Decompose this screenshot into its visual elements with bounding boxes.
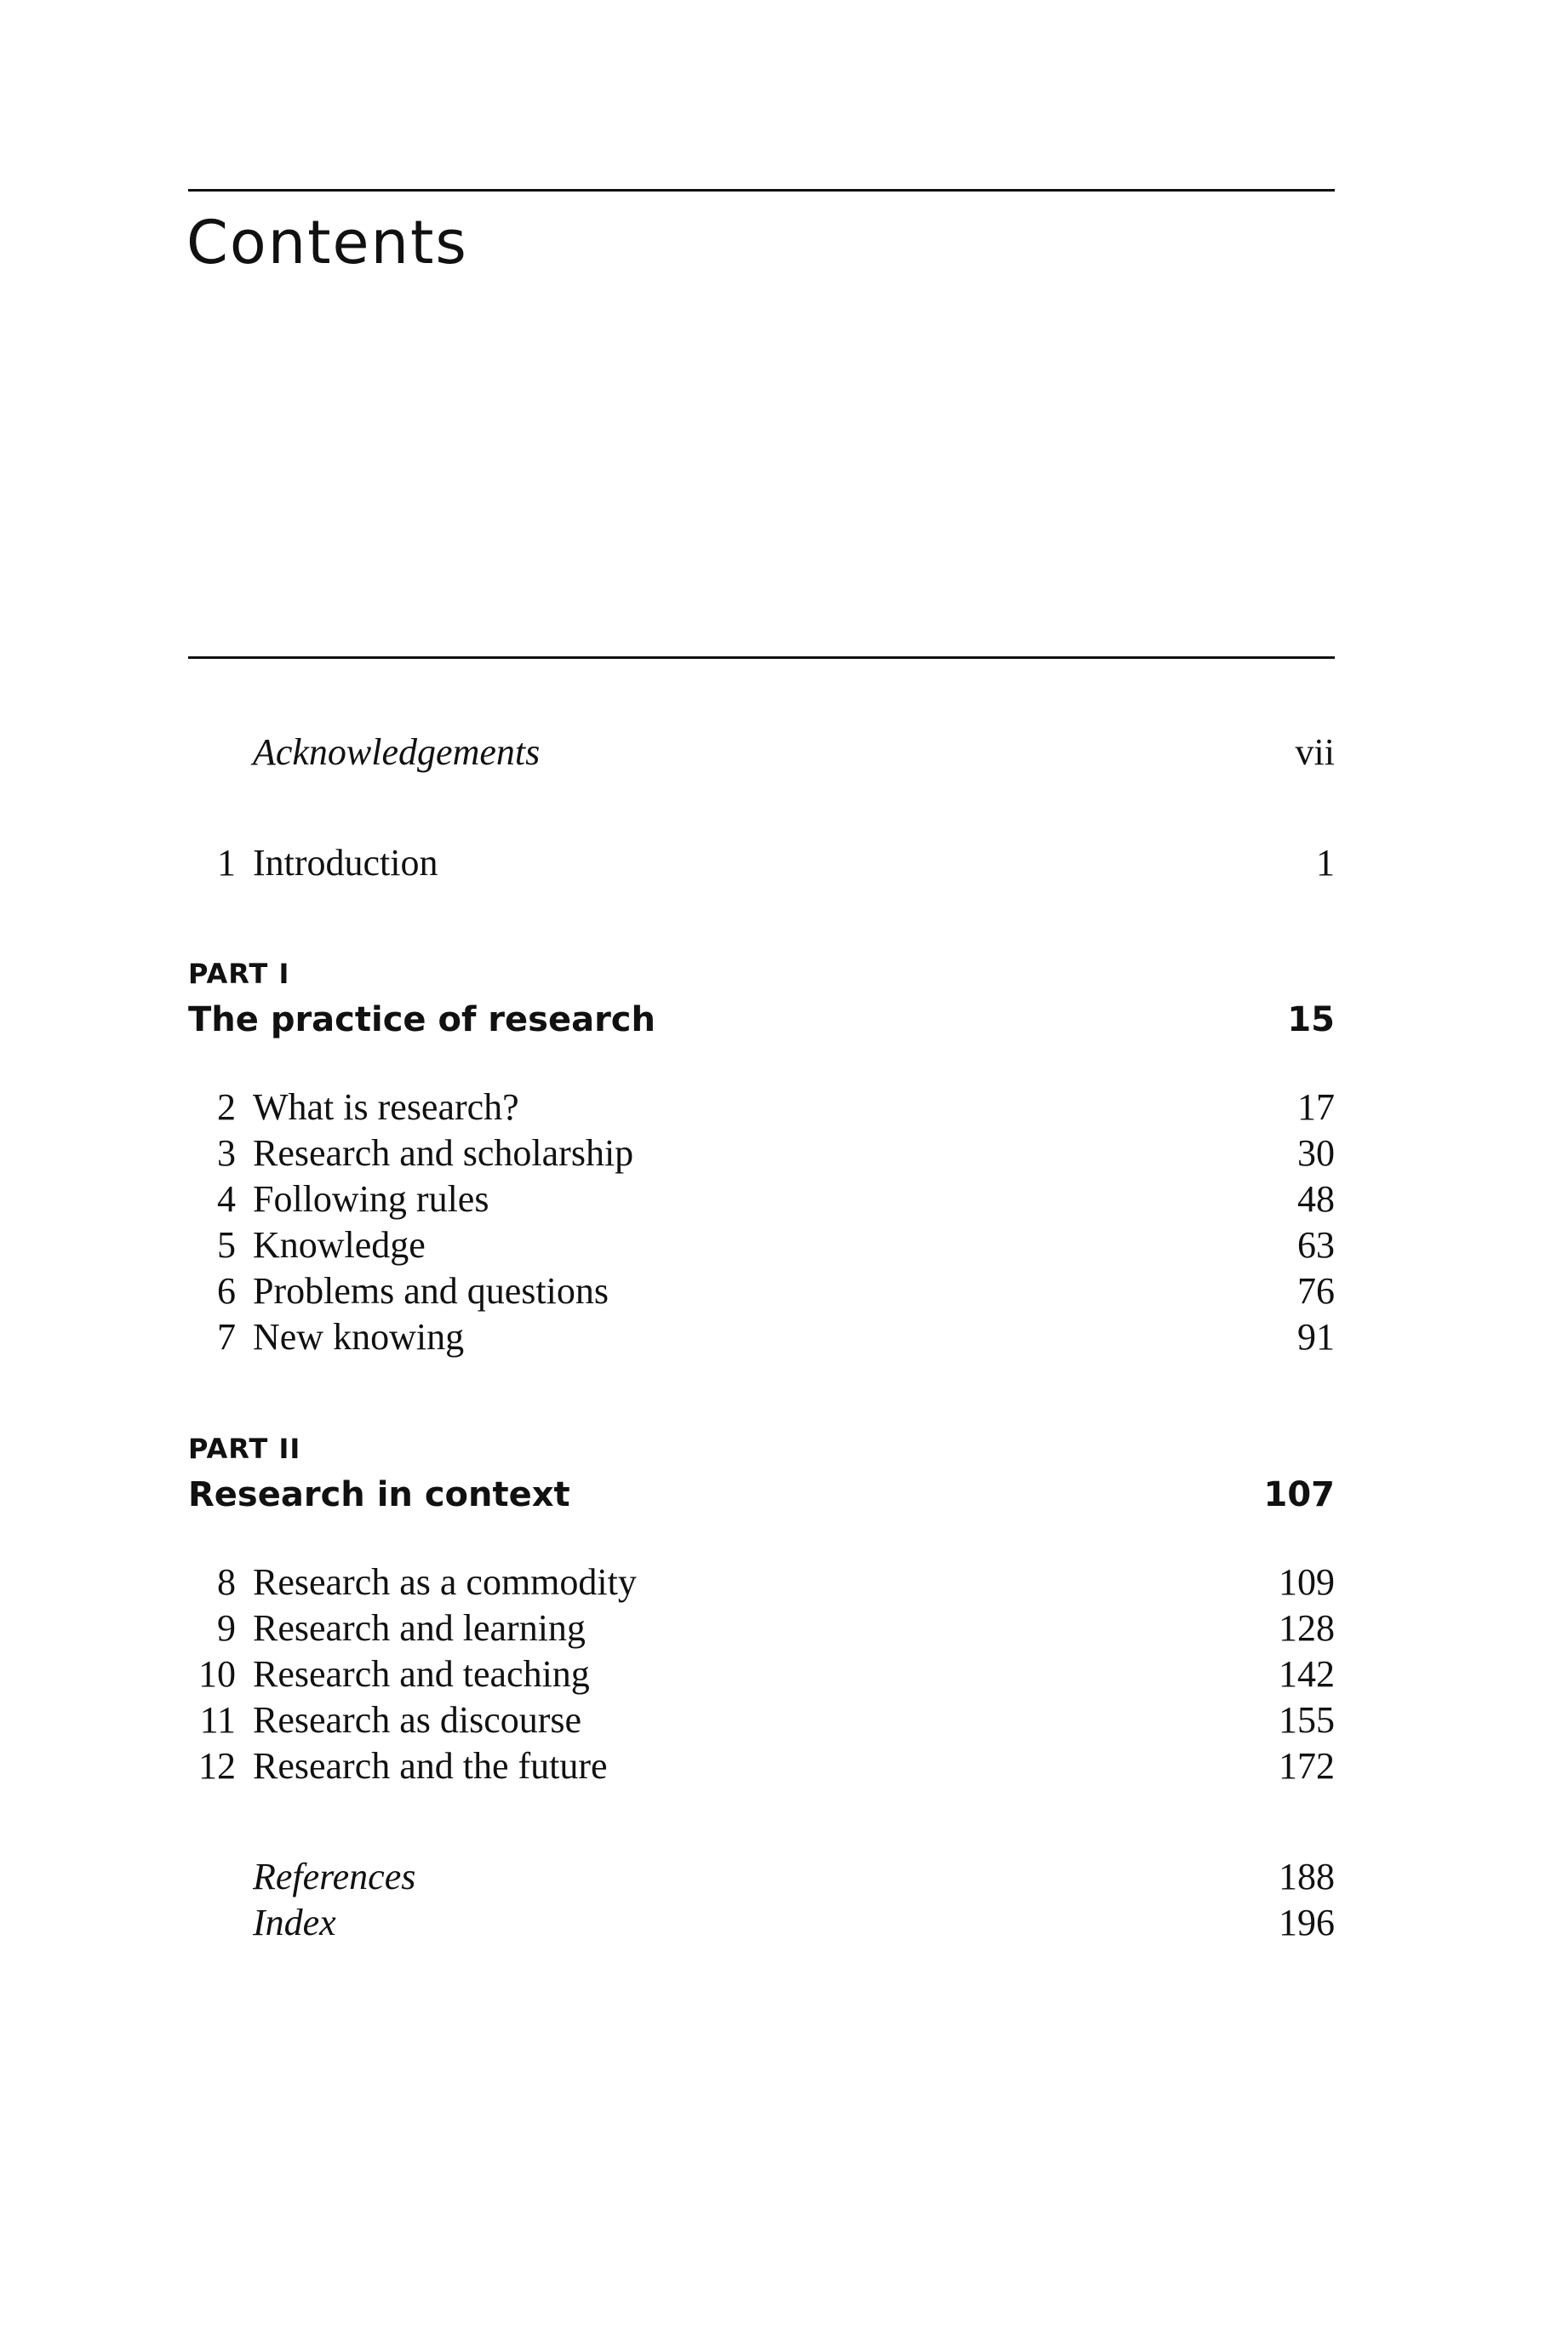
chapter-number: 1: [217, 842, 236, 884]
toc-entry-label: Problems and questions: [253, 1270, 609, 1312]
toc-entry-label: Research as a commodity: [253, 1561, 637, 1603]
chapter-number: 6: [217, 1270, 236, 1312]
chapter-number: 5: [217, 1224, 236, 1266]
part-label: PART II: [188, 1433, 301, 1465]
toc-entry-index: [188, 1897, 1335, 1949]
chapter-number: 7: [217, 1316, 236, 1358]
toc-entry-label: Introduction: [253, 842, 438, 884]
toc-entry-label: Research and learning: [253, 1607, 586, 1649]
toc-entry-label: Research and the future: [253, 1745, 608, 1787]
toc-entry-label: Knowledge: [253, 1224, 426, 1266]
toc-entry-label: New knowing: [253, 1316, 465, 1358]
toc-entry-label: Following rules: [253, 1178, 489, 1220]
toc-entry-page: 76: [1297, 1270, 1335, 1312]
part-title-row: [188, 994, 1335, 1045]
chapter-number: 11: [199, 1699, 236, 1741]
toc-entry-page: 155: [1279, 1699, 1335, 1741]
toc-entry: [188, 1695, 1335, 1746]
toc-entry-label: Index: [253, 1902, 336, 1943]
toc-entry: [188, 1266, 1335, 1317]
part-title-row: [188, 1469, 1335, 1520]
toc-entry-label: References: [253, 1856, 416, 1897]
toc-entry-page: 172: [1279, 1745, 1335, 1787]
part-page: 15: [1287, 1000, 1335, 1039]
toc-entry-page: vii: [1295, 731, 1335, 773]
toc-entry: [188, 1082, 1335, 1133]
toc-entry-page: 17: [1297, 1086, 1335, 1128]
toc-entry-page: 1: [1316, 842, 1335, 884]
toc-entry-page: 128: [1279, 1607, 1335, 1649]
toc-entry: [188, 1128, 1335, 1179]
toc-entry: [188, 1174, 1335, 1225]
toc-entry-page: 142: [1279, 1653, 1335, 1695]
toc-entry-label: Research and teaching: [253, 1653, 590, 1695]
part-label: PART I: [188, 958, 290, 990]
part-page: 107: [1263, 1475, 1335, 1514]
chapter-number: 10: [198, 1653, 236, 1695]
toc-entry: [188, 1649, 1335, 1700]
toc-entry: [188, 1220, 1335, 1271]
chapter-number: 12: [198, 1745, 236, 1787]
chapter-number: 9: [217, 1607, 236, 1649]
toc-entry-label: Acknowledgements: [253, 731, 541, 773]
toc-entry-label: Research and scholarship: [253, 1132, 634, 1174]
toc-entry-page: 109: [1279, 1561, 1335, 1603]
chapter-number: 8: [217, 1561, 236, 1603]
toc-entry-page: 48: [1297, 1178, 1335, 1220]
chapter-number: 4: [217, 1178, 236, 1220]
part-title: Research in context: [188, 1475, 570, 1514]
toc-entry: [188, 1557, 1335, 1608]
page-title: Contents: [186, 208, 468, 278]
toc-entry: [188, 1603, 1335, 1654]
toc-entry-references: [188, 1851, 1335, 1903]
toc-entry-page: 188: [1279, 1856, 1335, 1897]
toc-entry-page: 196: [1279, 1902, 1335, 1943]
chapter-number: 3: [217, 1132, 236, 1174]
toc-entry-label: Research as discourse: [253, 1699, 582, 1741]
toc-entry-introduction: [188, 838, 1335, 889]
toc-entry: [188, 1312, 1335, 1363]
toc-entry-acknowledgements: [188, 727, 1335, 778]
toc-entry-label: What is research?: [253, 1086, 519, 1128]
part-title: The practice of research: [188, 1000, 655, 1039]
toc-entry-page: 30: [1297, 1132, 1335, 1174]
toc-entry: [188, 1741, 1335, 1792]
contents-rule: [188, 656, 1335, 659]
toc-entry-page: 91: [1297, 1316, 1335, 1358]
top-rule: [188, 189, 1335, 192]
chapter-number: 2: [217, 1086, 236, 1128]
toc-entry-page: 63: [1297, 1224, 1335, 1266]
